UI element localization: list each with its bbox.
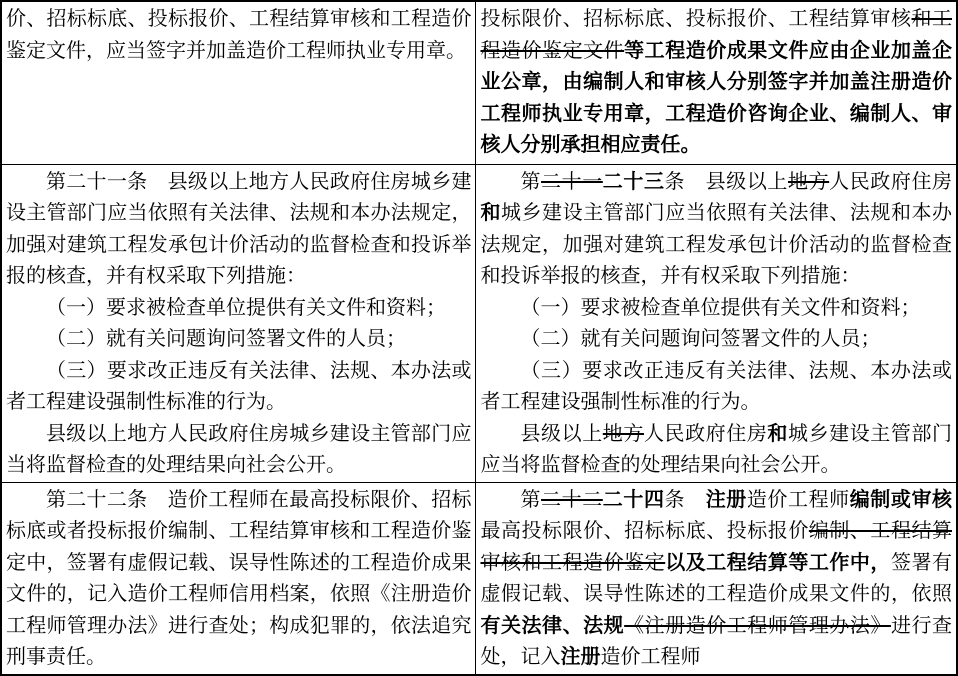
text-run: 价、招标标底、投标报价、工程结算审核和工程造价鉴定文件，应当签字并加盖造价工程师执业专用章。	[6, 8, 472, 62]
deleted-text-run: 和工程造价鉴定文件	[480, 8, 953, 62]
text-run: 第	[520, 170, 542, 193]
text-run: （二）就有关问题询问签署文件的人员；	[46, 328, 406, 350]
paragraph	[480, 419, 952, 482]
paragraph	[480, 4, 952, 162]
paragraph	[6, 167, 471, 293]
text-run: 签署有虚假记载、误导性陈述的工程造价成果文件的，依照	[480, 551, 953, 605]
paragraph	[480, 485, 952, 674]
text-run: 第二十一条 县级以上地方人民政府住房城乡建设主管部门应当依照有关法律、法规和本办法规定，加强对建筑工程发承包计价活动的监督检查和投诉举报的核查，并有权采取下列措施：	[6, 170, 472, 287]
inserted-text-run: 编制或审核	[849, 488, 953, 511]
inserted-text-run: 以及工程结算等工作中，	[665, 551, 891, 574]
text-run: 条	[664, 488, 706, 511]
inserted-text-run: 和	[767, 422, 788, 445]
table-row	[1, 482, 957, 675]
paragraph	[6, 356, 471, 419]
revised-text-cell	[476, 164, 957, 482]
text-run: 造价工程师	[600, 646, 701, 668]
deleted-text-run: 编制、工程结算审核和工程造价鉴定	[480, 520, 952, 574]
text-run: 县级以上	[520, 422, 603, 445]
text-run: 条 县级以上	[664, 170, 788, 193]
original-text-cell	[1, 164, 476, 482]
paragraph	[6, 485, 471, 674]
text-run: 县级以上地方人民政府住房城乡建设主管部门应当将监督检查的处理结果向社会公开。	[6, 422, 472, 476]
table-row	[1, 1, 957, 164]
text-run: 进行查处，记入	[480, 614, 953, 668]
deleted-text-run: 地方	[788, 170, 830, 193]
text-run: （一）要求被检查单位提供有关文件和资料；	[520, 296, 921, 319]
paragraph	[480, 293, 952, 325]
inserted-text-run: 等工程造价成果文件应由企业加盖企业公章，由编制人和审核人分别签字并加盖注册造价工程师执业专用章，工程造价咨询企业、编制人、审核人分别承担相应责任。	[480, 39, 953, 156]
deleted-text-run: 二十一	[541, 170, 603, 193]
deleted-text-run: 《注册造价工程师管理办法》	[624, 614, 891, 637]
text-run: 最高投标限价、招标标底、投标报价	[480, 520, 809, 542]
text-run: （三）要求改正违反有关法律、法规、本办法或者工程建设强制性标准的行为。	[6, 359, 472, 413]
paragraph	[6, 293, 471, 325]
inserted-text-run: 二十三	[602, 170, 665, 193]
text-run: （三）要求改正违反有关法律、法规、本办法或者工程建设强制性标准的行为。	[480, 359, 952, 413]
paragraph	[480, 167, 952, 293]
text-run: 人民政府住房	[643, 422, 768, 445]
inserted-text-run: 注册	[560, 646, 601, 668]
original-text-cell	[1, 1, 476, 164]
table-row	[1, 164, 957, 482]
paragraph	[6, 419, 471, 482]
original-text-cell	[1, 482, 476, 675]
text-run: （一）要求被检查单位提供有关文件和资料；	[46, 296, 446, 319]
text-run: 城乡建设主管部门应当将监督检查的处理结果向社会公开。	[480, 422, 953, 476]
inserted-text-run: 和	[480, 202, 502, 224]
deleted-text-run: 地方	[602, 422, 644, 445]
deleted-text-run: 二十二	[541, 488, 603, 511]
text-run: 投标限价、招标标底、投标报价、工程结算审核	[480, 8, 912, 30]
text-run: 造价工程师	[746, 488, 850, 511]
comparison-table-body	[1, 1, 957, 675]
text-run: 人民政府住房	[829, 170, 953, 193]
paragraph	[6, 4, 471, 67]
revised-text-cell	[476, 482, 957, 675]
text-run: 第二十二条 造价工程师在最高投标限价、招标标底或者投标报价编制、工程结算审核和工程造价鉴定中，签署有虚假记载、误导性陈述的工程造价成果文件的，记入造价工程师信用档案，依照《注册造价工程师管理办法》进行查处；构成犯罪的，依法追究刑事责任。	[6, 488, 472, 668]
text-run: 第	[520, 488, 542, 511]
paragraph	[480, 356, 952, 419]
revised-text-cell	[476, 1, 957, 164]
paragraph	[480, 324, 952, 356]
inserted-text-run: 注册	[705, 488, 747, 511]
text-run: 城乡建设主管部门应当依照有关法律、法规和本办法规定，加强对建筑工程发承包计价活动的监督检查和投诉举报的核查，并有权采取下列措施：	[480, 202, 953, 287]
inserted-text-run: 二十四	[602, 488, 665, 511]
text-run: （二）就有关问题询问签署文件的人员；	[520, 328, 881, 350]
inserted-text-run: 有关法律、法规	[480, 614, 625, 637]
paragraph	[6, 324, 471, 356]
